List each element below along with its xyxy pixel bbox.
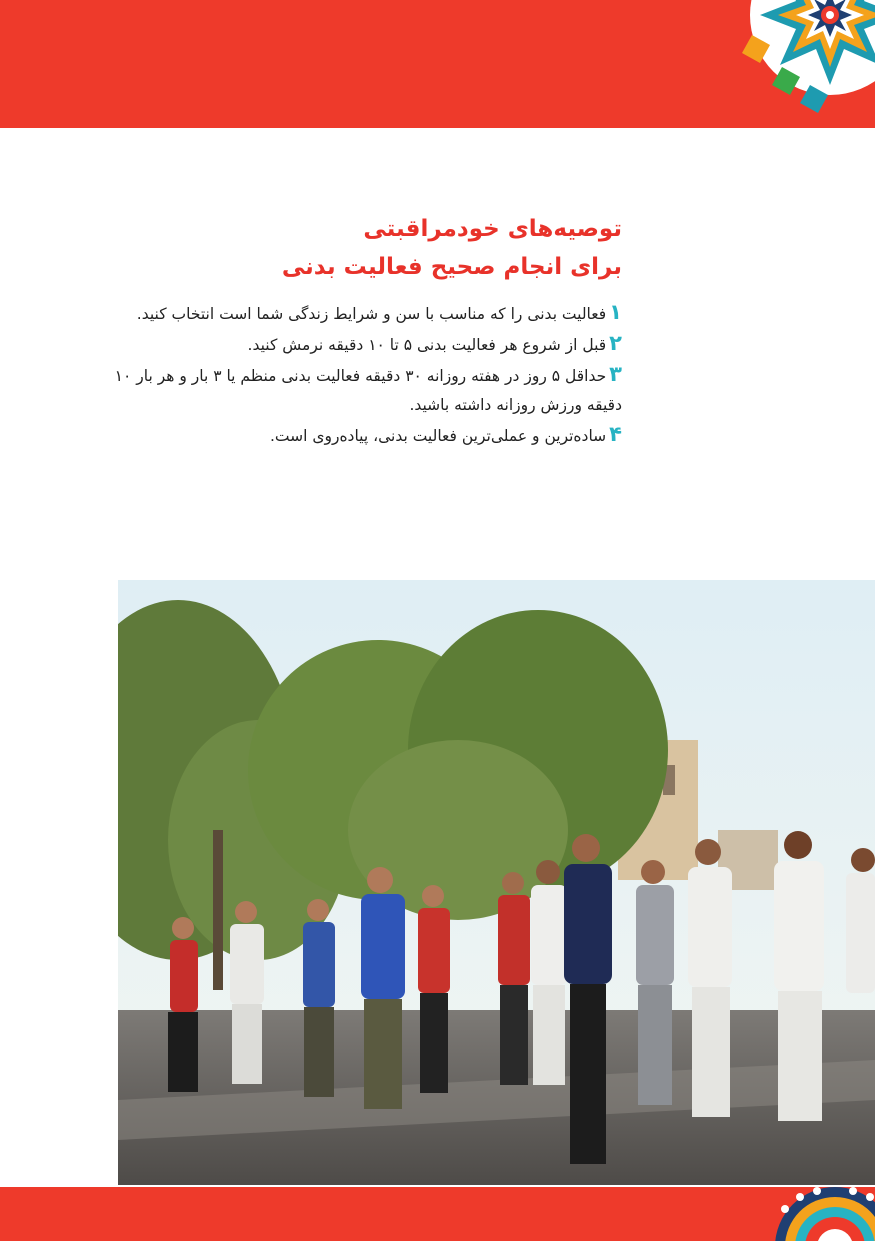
- tip-number: ۲: [609, 331, 622, 355]
- islamic-ornament-icon: [735, 0, 875, 118]
- tip-number: ۱: [609, 300, 622, 324]
- tip-text: قبل از شروع هر فعالیت بدنی ۵ تا ۱۰ دقیقه نرمش کنید.: [247, 336, 607, 354]
- tips-list: [112, 298, 622, 451]
- list-item: [112, 298, 622, 329]
- group-running-photo: [118, 580, 875, 1185]
- tip-text: ساده‌ترین و عملی‌ترین فعالیت بدنی، پیاده‌روی است.: [269, 427, 607, 445]
- list-item: [112, 329, 622, 360]
- list-item: [112, 420, 622, 451]
- title-line-1: توصیه‌های خودمراقبتی: [363, 216, 622, 242]
- list-item: [112, 360, 622, 420]
- tip-text: فعالیت بدنی را که مناسب با سن و شرایط زندگی شما است انتخاب کنید.: [136, 305, 607, 323]
- self-care-section: [112, 210, 622, 451]
- tip-number: ۳: [609, 362, 622, 386]
- tip-text: حداقل ۵ روز در هفته روزانه ۳۰ دقیقه فعالیت بدنی منظم یا ۳ بار و هر بار ۱۰ دقیقه ورزش روزانه داشته باشید.: [114, 367, 622, 414]
- title-line-2: برای انجام صحیح فعالیت بدنی: [281, 254, 622, 280]
- section-title: [112, 210, 622, 286]
- decorative-pattern-icon: [755, 1187, 875, 1241]
- tip-number: ۴: [609, 422, 622, 446]
- footer-band: [0, 1187, 875, 1241]
